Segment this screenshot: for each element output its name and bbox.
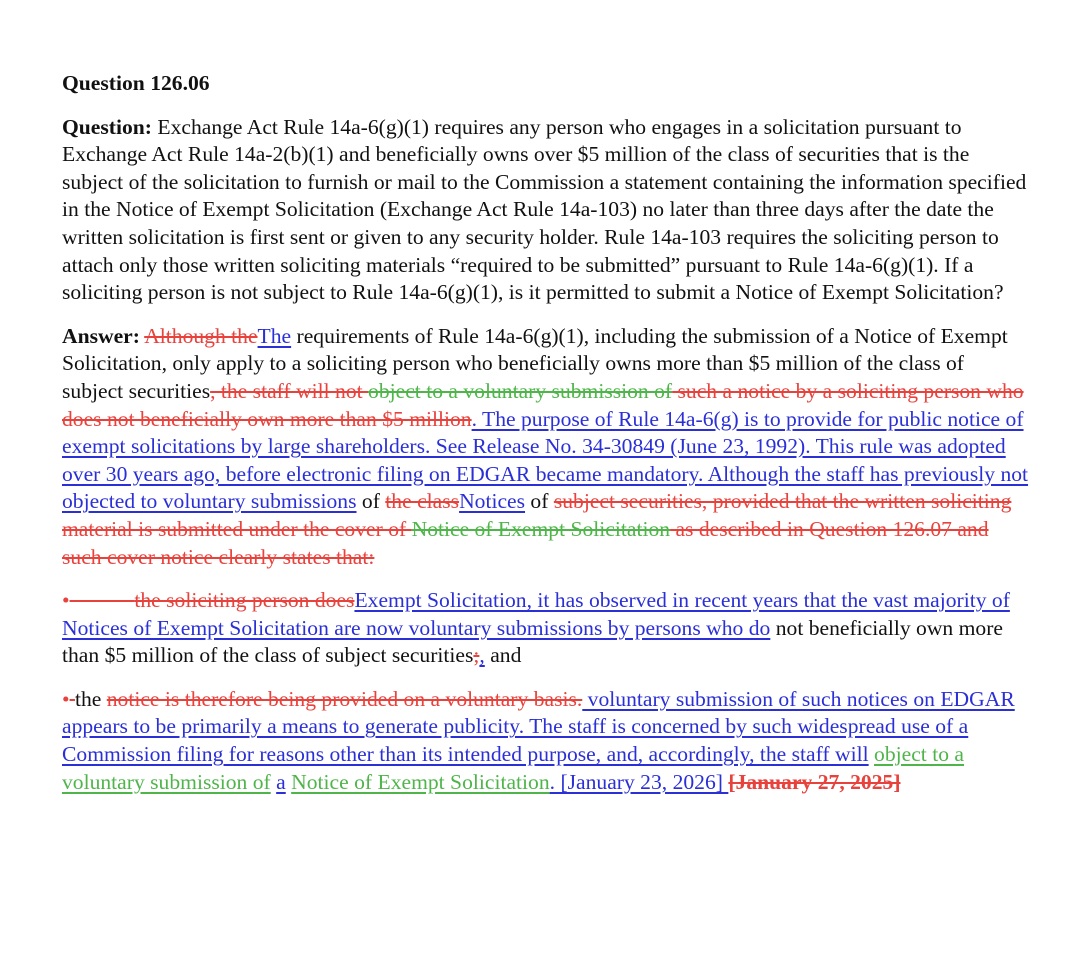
deleted-date-text: [January 27, 2025] <box>728 769 901 794</box>
inserted-text: voluntary submission of such notices on EDGAR appears to be primarily a means to generate publicity. The staff is concerned by such widespread use of a Commission filing for reasons other than its intended purpose, and, accordingly, the staff will <box>62 686 1015 767</box>
deleted-text: the class <box>385 489 460 514</box>
bullet-marker: • <box>62 686 70 711</box>
inserted-text: a <box>276 769 286 794</box>
answer-paragraph <box>62 323 1029 571</box>
deleted-text: such a notice by a soliciting person who does not beneficially own more than $5 million <box>62 378 1024 431</box>
deleted-text: subject securities, provided that the written soliciting material is submitted under the cover of <box>62 489 1012 541</box>
bullet-marker: • <box>62 588 70 613</box>
bullet-text: the <box>74 686 107 711</box>
moved-to-text: Notice of Exempt Solicitation <box>291 769 550 794</box>
bullet-tab-deleted <box>70 588 135 612</box>
moved-from-text: Notice of Exempt Solicitation <box>411 516 671 541</box>
bullet-paragraph-2 <box>62 686 1029 796</box>
inserted-text: , <box>479 643 485 668</box>
answer-label: Answer: <box>62 323 140 348</box>
inserted-date-text: . [January 23, 2026] <box>549 769 729 794</box>
moved-to-text: object to a voluntary submission of <box>62 742 964 794</box>
answer-text: of <box>356 489 386 514</box>
bullet-text: not beneficially own more than $5 million of the class of subject securities <box>62 615 1003 668</box>
question-paragraph <box>62 114 1029 307</box>
deleted-text: as described in Question 126.07 and such cover notice clearly states that: <box>62 516 989 569</box>
inserted-text: Exempt Solicitation, it has observed in recent years that the vast majority of Notices of Exempt Solicitation are now voluntary submissions by persons who do <box>62 588 1010 640</box>
deleted-text: ; <box>473 643 480 668</box>
question-label: Question: <box>62 114 152 139</box>
deleted-text: notice is therefore being provided on a voluntary basis. <box>106 686 583 711</box>
bullet-paragraph-1 <box>62 587 1029 670</box>
answer-text: requirements of Rule 14a-6(g)(1), including the submission of a Notice of Exempt Solicitation, only apply to a soliciting person who beneficially owns more than $5 million of the class of subject securities <box>62 323 1008 403</box>
deleted-text: Although the <box>144 323 258 348</box>
moved-from-text: object to a voluntary submission of <box>368 378 673 403</box>
inserted-text: The <box>257 323 292 348</box>
deleted-text: , the staff will not <box>210 378 369 403</box>
question-text: Exchange Act Rule 14a-6(g)(1) requires any person who engages in a solicitation pursuant to Exchange Act Rule 14a-2(b)(1) and beneficially owns over $5 million of the class of securities that is the subject of the solicitation to furnish or mail to the Commission a statement containing the information specified in the Notice of Exempt Solicitation (Exchange Act Rule 14a-103) no later than three days after the date the written solicitation is first sent or given to any security holder. Rule 14a-103 requires the soliciting person to attach only those written soliciting materials “required to be submitted” pursuant to Rule 14a-6(g)(1). If a soliciting person is not subject to Rule 14a-6(g)(1), is it permitted to submit a Notice of Exempt Solicitation? <box>62 114 1027 305</box>
answer-text: of <box>525 489 554 514</box>
bullet-text: and <box>484 643 522 668</box>
question-number-heading: Question 126.06 <box>62 71 210 95</box>
deleted-text: the soliciting person does <box>134 588 355 613</box>
inserted-text: Notices <box>459 489 526 514</box>
inserted-text: . The purpose of Rule 14a-6(g) is to provide for public notice of exempt solicitations by large shareholders. See Release No. 34-30849 (June 23, 1992). This rule was adopted over 30 years ago, before electronic filing on EDGAR became mandatory. Although the staff has previously not objected to voluntary submissions <box>62 406 1029 514</box>
